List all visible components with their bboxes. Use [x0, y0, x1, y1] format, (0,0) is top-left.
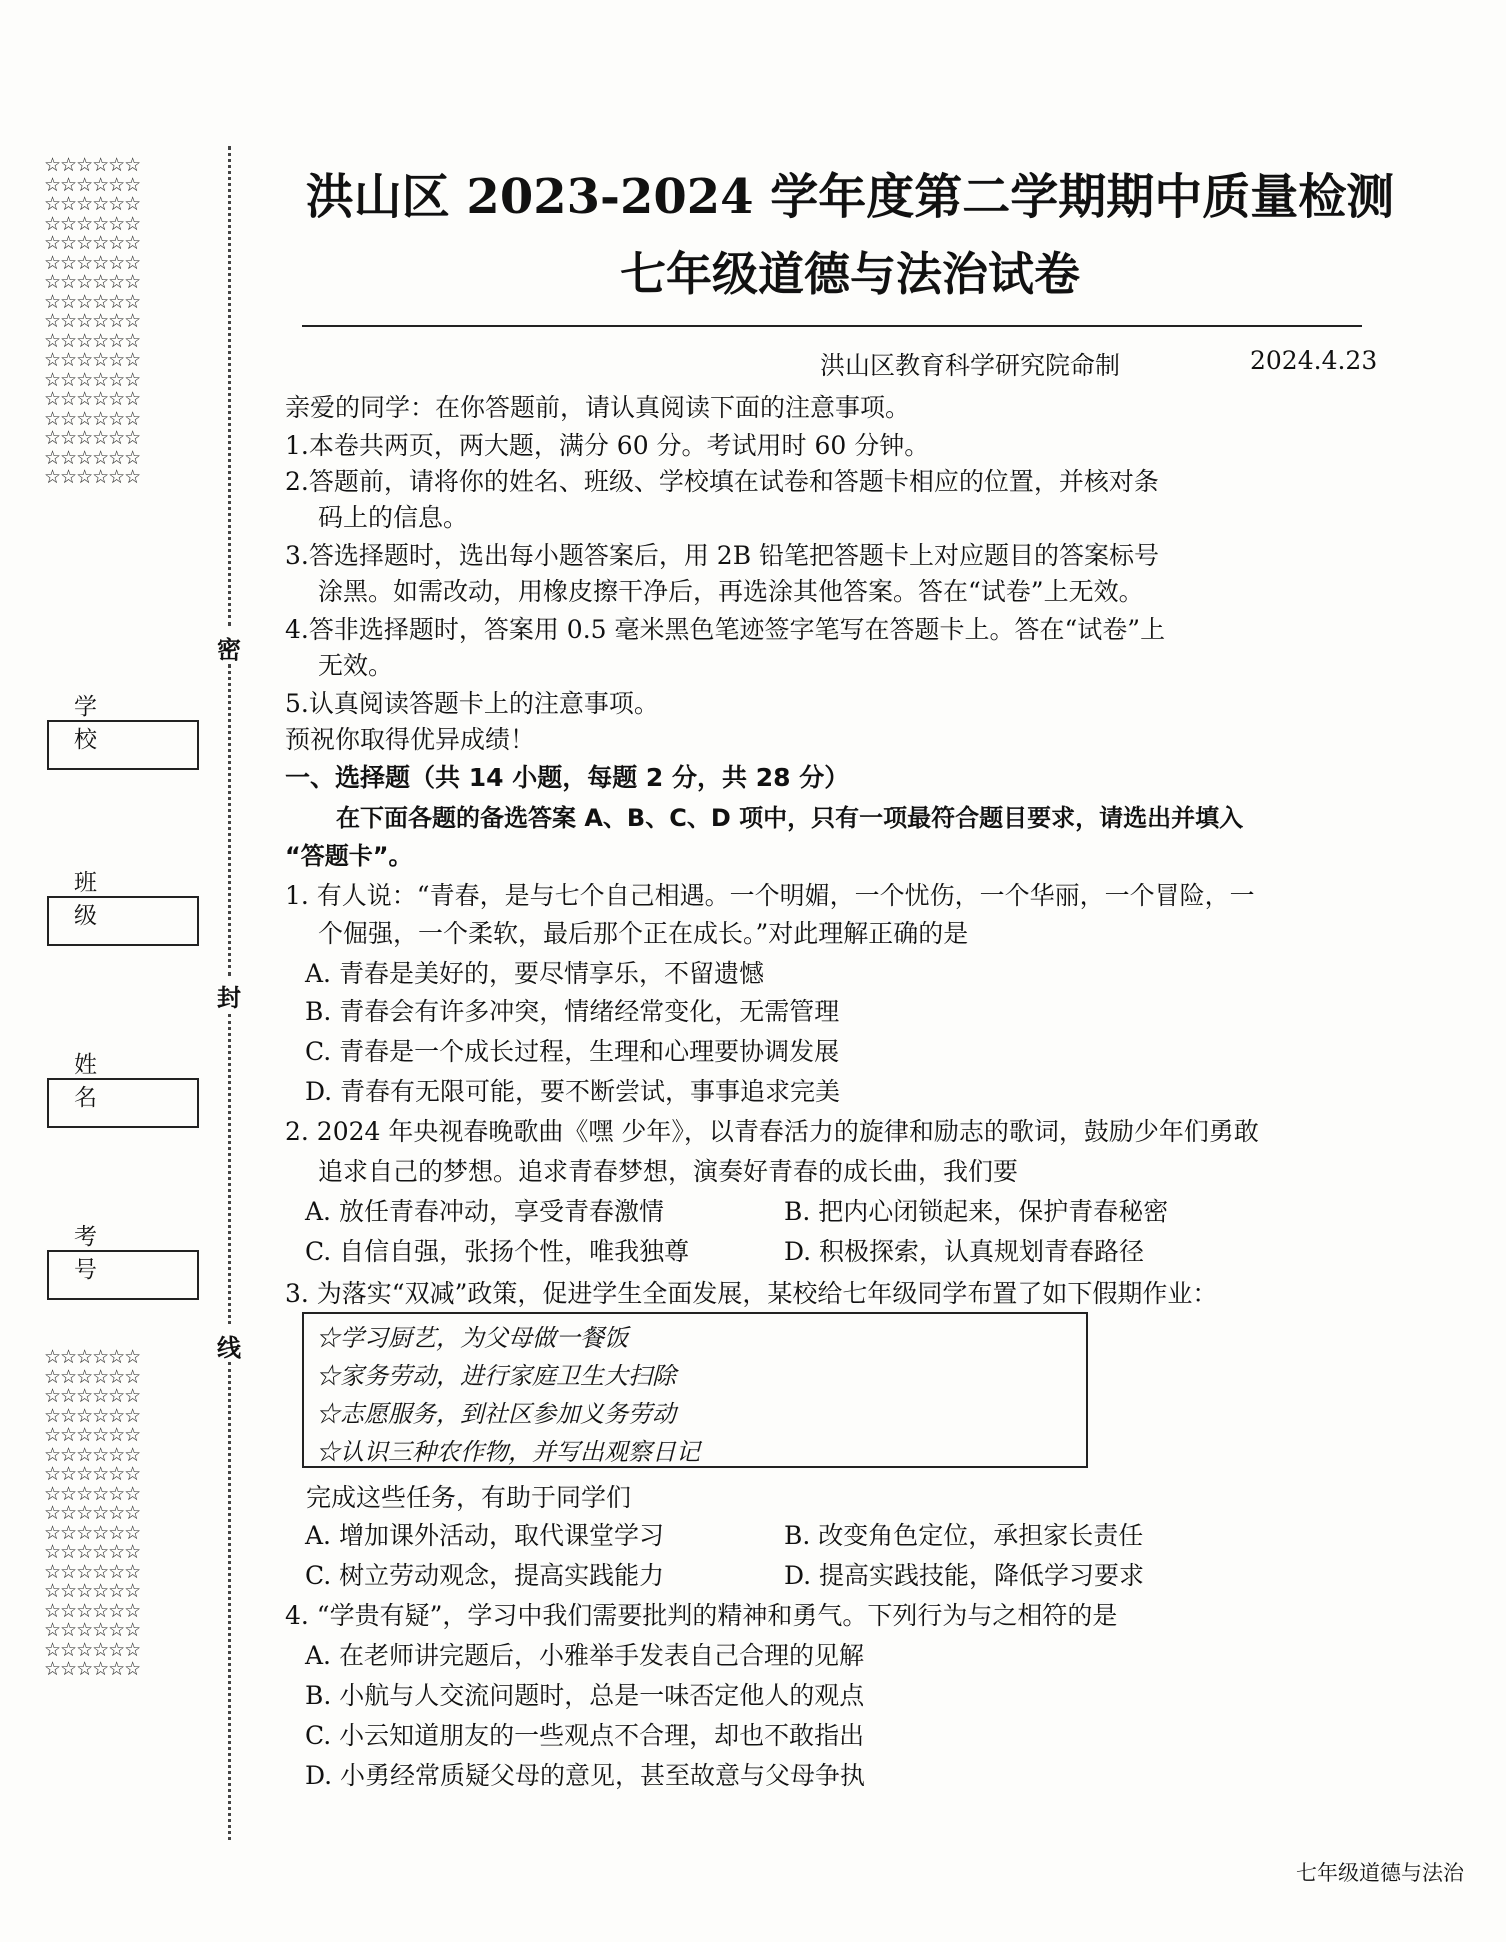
- question-stem: 完成这些任务，有助于同学们: [306, 1483, 632, 1512]
- exam-number-label: 考 号: [74, 1224, 127, 1283]
- option-d: D. 积极探索，认真规划青春路径: [784, 1237, 1145, 1266]
- notice-item: 5.认真阅读答题卡上的注意事项。: [285, 689, 659, 718]
- option-b: B. 把内心闭锁起来，保护青春秘密: [784, 1197, 1169, 1226]
- option-b: B. 改变角色定位，承担家长责任: [784, 1521, 1144, 1550]
- question-stem: 2. 2024 年央视春晚歌曲《嘿 少年》，以青春活力的旋律和励志的歌词，鼓励少年们勇敢: [285, 1117, 1259, 1146]
- option-d: D. 青春有无限可能，要不断尝试，事事追求完美: [305, 1077, 841, 1106]
- stars-border-top: ☆☆☆☆☆☆ ☆☆☆☆☆☆ ☆☆☆☆☆☆ ☆☆☆☆☆☆ ☆☆☆☆☆☆ ☆☆☆☆☆☆ ☆☆☆☆☆☆ ☆☆☆☆☆☆ ☆☆☆☆☆☆ ☆☆☆☆☆☆ ☆☆☆☆☆☆ ☆☆☆☆☆☆ ☆☆☆☆☆☆ ☆☆☆☆☆☆ ☆☆☆☆☆☆ ☆☆☆☆☆☆ ☆☆☆☆☆☆: [44, 154, 141, 488]
- class-label: 班 级: [74, 870, 127, 929]
- exam-number-field[interactable]: [47, 1250, 199, 1300]
- option-c: C. 青春是一个成长过程，生理和心理要协调发展: [305, 1037, 840, 1066]
- seal-dotted-line: [228, 1362, 231, 1840]
- option-d: D. 小勇经常质疑父母的意见，甚至故意与父母争执: [305, 1761, 866, 1790]
- issue-date: 2024.4.23: [1250, 346, 1378, 375]
- school-label: 学 校: [74, 694, 127, 753]
- seal-char-mi: 密: [217, 635, 241, 664]
- name-field[interactable]: [47, 1078, 199, 1128]
- option-a: A. 青春是美好的，要尽情享乐，不留遗憾: [305, 959, 764, 988]
- notice-item: 无效。: [318, 651, 394, 680]
- option-a: A. 在老师讲完题后，小雅举手发表自己合理的见解: [305, 1641, 864, 1670]
- question-stem: 3. 为落实“双减”政策，促进学生全面发展，某校给七年级同学布置了如下假期作业：: [285, 1279, 1218, 1308]
- option-a: A. 放任青春冲动，享受青春激情: [305, 1197, 664, 1226]
- stars-border-bottom: ☆☆☆☆☆☆ ☆☆☆☆☆☆ ☆☆☆☆☆☆ ☆☆☆☆☆☆ ☆☆☆☆☆☆ ☆☆☆☆☆☆ ☆☆☆☆☆☆ ☆☆☆☆☆☆ ☆☆☆☆☆☆ ☆☆☆☆☆☆ ☆☆☆☆☆☆ ☆☆☆☆☆☆ ☆☆☆☆☆☆ ☆☆☆☆☆☆ ☆☆☆☆☆☆ ☆☆☆☆☆☆ ☆☆☆☆☆☆: [44, 1346, 141, 1680]
- seal-dotted-line: [228, 146, 231, 626]
- notice-item: 1.本卷共两页，两大题，满分 60 分。考试用时 60 分钟。: [285, 431, 930, 460]
- option-a: A. 增加课外活动，取代课堂学习: [305, 1521, 664, 1550]
- option-c: C. 小云知道朋友的一些观点不合理，却也不敢指出: [305, 1721, 865, 1750]
- option-d: D. 提高实践技能，降低学习要求: [784, 1561, 1145, 1590]
- homework-item: ☆志愿服务，到社区参加义务劳动: [316, 1400, 676, 1428]
- seal-dotted-line: [228, 1014, 231, 1324]
- issuer: 洪山区教育科学研究院命制: [820, 351, 1121, 380]
- notice-item: 3.答选择题时，选出每小题答案后，用 2B 铅笔把答题卡上对应题目的答案标号: [285, 541, 1160, 570]
- notice-intro: 亲爱的同学：在你答题前，请认真阅读下面的注意事项。: [285, 393, 911, 422]
- question-stem: 个倔强，一个柔软，最后那个正在成长。”对此理解正确的是: [318, 919, 969, 948]
- seal-char-xian: 线: [217, 1333, 241, 1362]
- page-subtitle: 七年级道德与法治试卷: [620, 247, 1080, 301]
- question-stem: 追求自己的梦想。追求青春梦想，演奏好青春的成长曲，我们要: [318, 1157, 1019, 1186]
- page-title: 洪山区 2023-2024 学年度第二学期期中质量检测: [305, 169, 1395, 225]
- option-b: B. 小航与人交流问题时，总是一味否定他人的观点: [305, 1681, 865, 1710]
- question-stem: 1. 有人说：“青春，是与七个自己相遇。一个明媚，一个忧伤，一个华丽，一个冒险，一: [285, 881, 1255, 910]
- page-footer: 七年级道德与法治: [1296, 1861, 1464, 1885]
- seal-char-feng: 封: [217, 983, 241, 1012]
- section-instruction: 在下面各题的备选答案 A、B、C、D 项中，只有一项最符合题目要求，请选出并填入: [336, 804, 1244, 832]
- homework-item: ☆家务劳动，进行家庭卫生大扫除: [316, 1362, 676, 1390]
- school-field[interactable]: [47, 720, 199, 770]
- notice-item: 2.答题前，请将你的姓名、班级、学校填在试卷和答题卡相应的位置，并核对条: [285, 467, 1159, 496]
- notice-wish: 预祝你取得优异成绩！: [285, 725, 536, 754]
- name-label: 姓 名: [74, 1052, 127, 1111]
- homework-item: ☆认识三种农作物，并写出观察日记: [316, 1438, 700, 1466]
- notice-item: 4.答非选择题时，答案用 0.5 毫米黑色笔迹签字笔写在答题卡上。答在“试卷”上: [285, 615, 1166, 644]
- notice-item: 涂黑。如需改动，用橡皮擦干净后，再选涂其他答案。答在“试卷”上无效。: [318, 577, 1144, 606]
- class-field[interactable]: [47, 896, 199, 946]
- option-b: B. 青春会有许多冲突，情绪经常变化，无需管理: [305, 997, 840, 1026]
- seal-dotted-line: [228, 664, 231, 976]
- option-c: C. 树立劳动观念，提高实践能力: [305, 1561, 665, 1590]
- option-c: C. 自信自强，张扬个性，唯我独尊: [305, 1237, 690, 1266]
- notice-item: 码上的信息。: [318, 503, 469, 532]
- header-divider: [302, 325, 1362, 327]
- section-instruction: “答题卡”。: [285, 842, 413, 870]
- section-heading: 一、选择题（共 14 小题，每题 2 分，共 28 分）: [285, 763, 850, 792]
- homework-item: ☆学习厨艺，为父母做一餐饭: [316, 1324, 628, 1352]
- question-stem: 4. “学贵有疑”，学习中我们需要批判的精神和勇气。下列行为与之相符的是: [285, 1601, 1118, 1630]
